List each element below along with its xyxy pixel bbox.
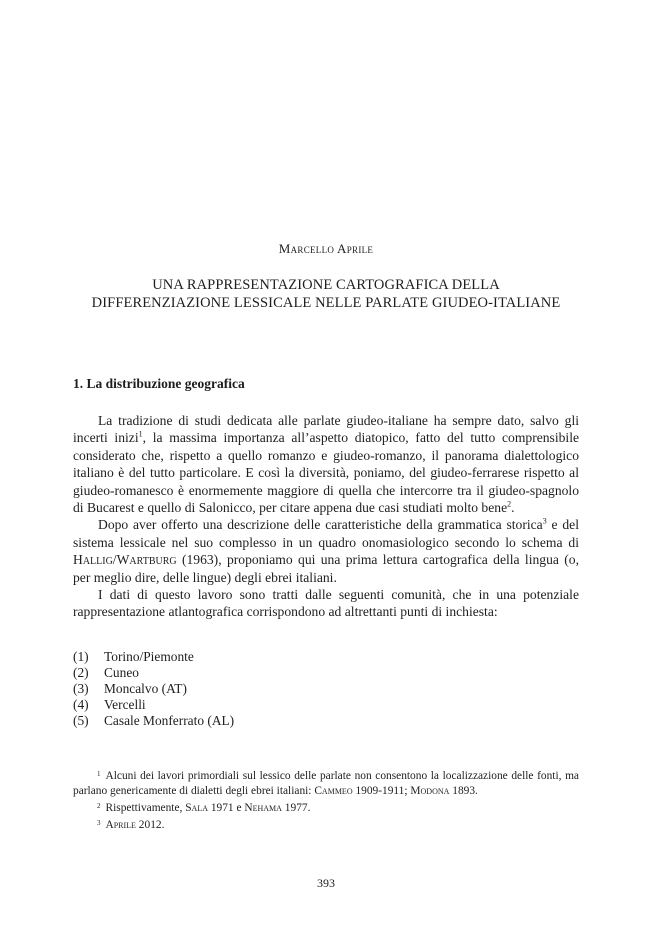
footnote-1-text-c: 1893.	[449, 785, 478, 797]
citation-aprile: Aprile	[105, 819, 136, 831]
footnote-3	[73, 816, 579, 833]
list-item	[73, 649, 234, 665]
footnotes	[73, 767, 579, 833]
footnote-ref-3: 3	[542, 516, 547, 526]
footnote-ref-1: 1	[138, 429, 143, 439]
title-line-2: DIFFERENZIAZIONE LESSICALE NELLE PARLATE GIUDEO-ITALIANE	[91, 295, 561, 311]
page-number: 393	[317, 876, 335, 890]
footnote-1	[73, 767, 579, 799]
title-line-1: UNA RAPPRESENTAZIONE CARTOGRAFICA DELLA	[152, 277, 500, 293]
paragraph-1-text-b: , la massima importanza all’aspetto diatopico, fatto del tutto comprensibile considerato che, rispetto a quello romanzo e giudeo-romanzo, il panorama dialettologico italiano è del tutto particolare. E così la diversità, poniamo, del giudeo-ferrarese rispetto al giudeo-romanesco è enormemente maggiore di quella che intercorre tra il giudeo-spagnolo di Bucarest e quello di Salonicco, per citare appena due casi studiati molto bene	[73, 430, 580, 516]
paragraph-1-text-a: La tradizione di studi dedicata alle parlate giudeo-italiane ha sempre dato, salvo gli incerti inizi	[73, 413, 579, 446]
list-item-number: (3)	[73, 681, 89, 696]
footnote-2-mark: 2	[97, 802, 101, 810]
section-heading: 1. La distribuzione geografica	[73, 376, 245, 391]
paragraph-2	[73, 516, 579, 586]
list-item-label: Moncalvo (AT)	[104, 681, 187, 696]
footnote-3-text-a: 2012.	[135, 819, 165, 831]
citation-nehama: Nehama	[244, 802, 282, 814]
list-item-number: (2)	[73, 665, 89, 680]
citation-cammeo: Cammeo	[314, 785, 353, 797]
footnote-1-mark: 1	[97, 770, 101, 778]
list-item-label: Vercelli	[104, 697, 146, 712]
footnote-1-text-b: 1909-1911;	[352, 785, 411, 797]
paragraph-1	[73, 412, 579, 516]
list-item	[73, 697, 234, 713]
community-list	[73, 649, 234, 729]
author-name: Marcello Aprile	[278, 241, 374, 256]
list-item-number: (5)	[73, 713, 89, 728]
page	[73, 0, 579, 934]
body-text	[73, 412, 579, 621]
citation-modona: Modona	[410, 785, 450, 797]
paragraph-1-text-c: .	[511, 500, 515, 516]
footnote-2-text-b: 1971 e	[208, 802, 245, 814]
list-item	[73, 681, 234, 697]
paragraph-3: I dati di questo lavoro sono tratti dalle seguenti comunità, che in una potenziale rappresentazione atlantografica corrispondono ad altrettanti punti di inchiesta:	[73, 587, 579, 620]
citation-sala: Sala	[185, 802, 208, 814]
footnote-1-text-a: Alcuni dei lavori primordiali sul lessico delle parlate non consentono la localizzazione delle fonti, ma parlano genericamente di dialetti degli ebrei italiani:	[73, 770, 579, 797]
list-item	[73, 713, 234, 729]
paragraph-2-text-a: Dopo aver offerto una descrizione delle caratteristiche della grammatica storica	[98, 517, 543, 533]
list-item-number: (4)	[73, 697, 89, 712]
list-item-label: Torino/Piemonte	[104, 649, 194, 664]
footnote-3-mark: 3	[97, 819, 101, 827]
article-title	[73, 276, 579, 312]
footnote-ref-2: 2	[507, 499, 512, 509]
list-item-label: Cuneo	[104, 665, 139, 680]
paragraph-2-text-b: e del sistema lessicale nel suo complesso in un quadro onomasiologico secondo lo schema di	[73, 517, 579, 550]
footnote-2-text-a: Rispettivamente,	[105, 802, 186, 814]
list-item	[73, 665, 234, 681]
paragraph-2-text-c: (1963), proponiamo qui una prima lettura cartografica della lingua (o, per meglio dire, delle lingue) degli ebrei italiani.	[73, 552, 579, 585]
list-item-label: Casale Monferrato (AL)	[104, 713, 235, 728]
footnote-2	[73, 799, 579, 816]
list-item-number: (1)	[73, 649, 89, 664]
citation-hallig-wartburg: Hallig/Wartburg	[73, 552, 177, 568]
footnote-2-text-c: 1977.	[281, 802, 311, 814]
